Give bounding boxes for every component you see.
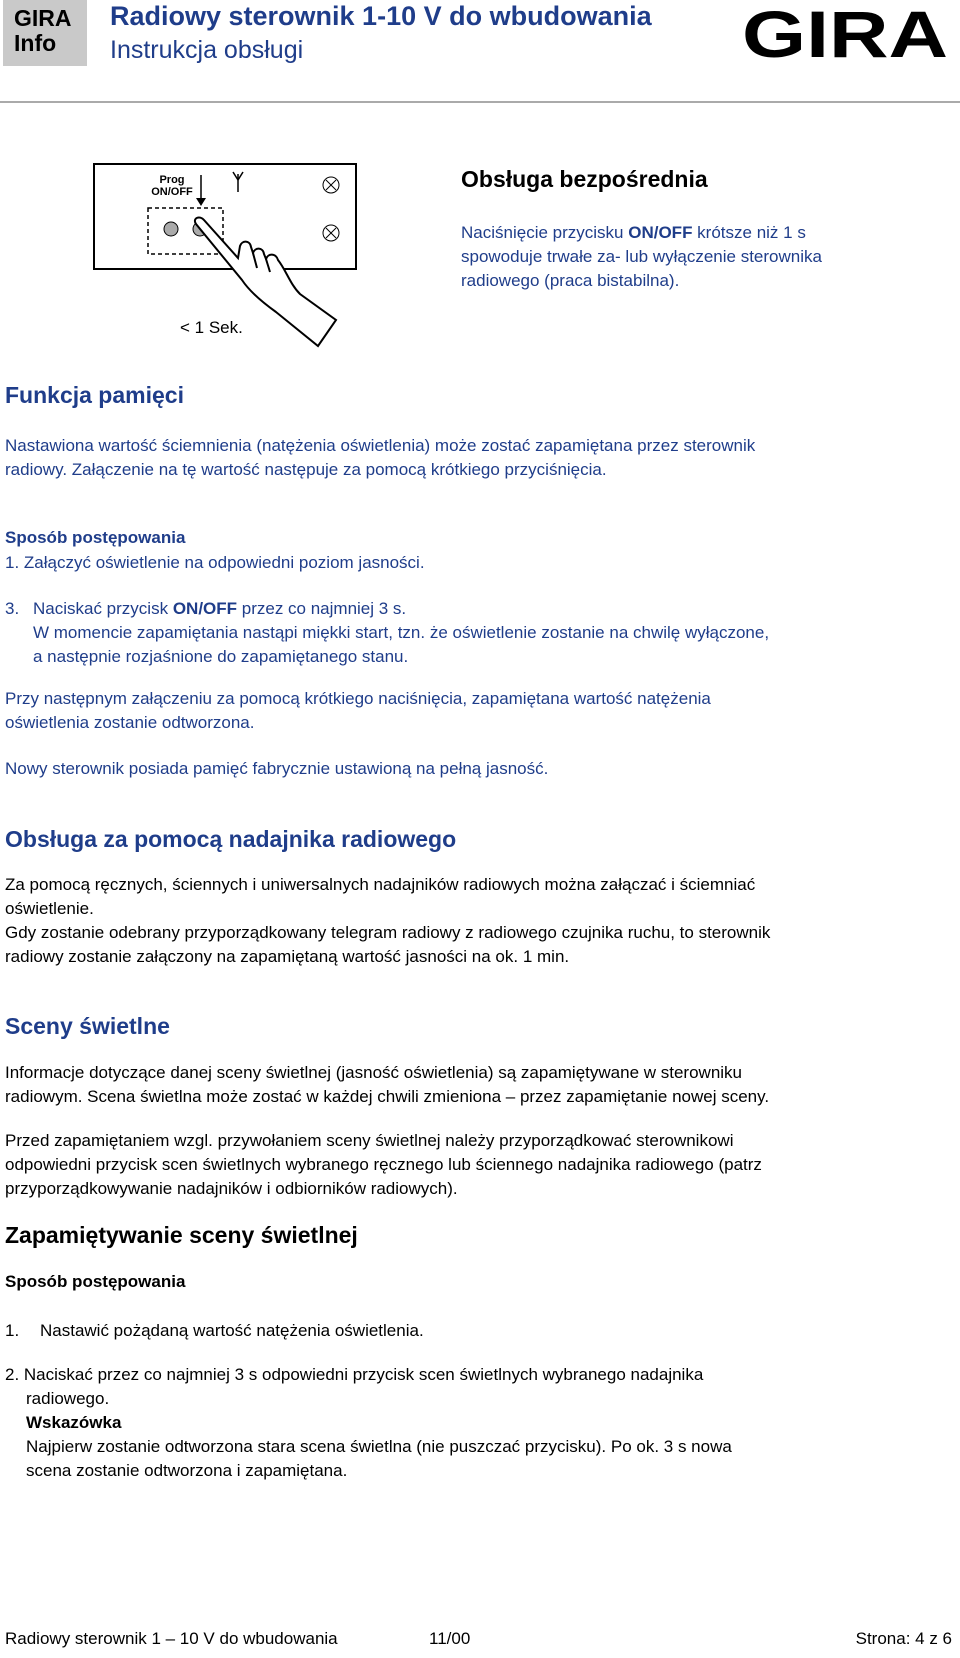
paragraph-line: spowoduje trwałe za- lub wyłączenie sterownika bbox=[461, 247, 822, 266]
procedure-heading: Sposób postępowania bbox=[5, 528, 186, 547]
paragraph-line: radiowego. bbox=[26, 1389, 110, 1408]
memory-paragraph-3: Nowy sterownik posiada pamięć fabrycznie ustawioną na pełną jasność. bbox=[5, 759, 549, 778]
paragraph-line: Przy następnym załączeniu za pomocą krótkiego naciśnięcia, zapamiętana wartość natężenia bbox=[5, 689, 711, 708]
paragraph-line: 2. Naciskać przez co najmniej 3 s odpowiedni przycisk scen świetlnych wybranego nadajnika bbox=[5, 1365, 704, 1384]
heading-direct-operation: Obsługa bezpośrednia bbox=[461, 166, 708, 192]
paragraph-line: Naciskać przycisk ON/OFF przez co najmniej 3 s. bbox=[33, 599, 407, 618]
gira-logo bbox=[742, 2, 952, 69]
press-duration-label: < 1 Sek. bbox=[180, 318, 243, 337]
gira-info-badge bbox=[3, 0, 87, 66]
memory-paragraph-1 bbox=[5, 434, 755, 482]
scenes-paragraph-2 bbox=[5, 1129, 762, 1201]
procedure-step-1: 1. Załączyć oświetlenie na odpowiedni poziom jasności. bbox=[5, 553, 425, 572]
paragraph-line: Nastawiona wartość ściemnienia (natężenia oświetlenia) może zostać zapamiętana przez sterownik bbox=[5, 436, 756, 455]
scene-step-2 bbox=[5, 1363, 732, 1483]
procedure-step-3 bbox=[33, 597, 769, 669]
paragraph-line: oświetlenia zostanie odtworzona. bbox=[5, 713, 255, 732]
paragraph-line: radiowego (praca bistabilna). bbox=[461, 271, 680, 290]
paragraph-line: Informacje dotyczące danej sceny świetlnej (jasność oświetlenia) są zapamiętywane w sterowniku bbox=[5, 1063, 743, 1082]
paragraph-line: Gdy zostanie odebrany przyporządkowany telegram radiowy z radiowego czujnika ruchu, to sterownik bbox=[5, 923, 771, 942]
header-divider bbox=[0, 101, 960, 103]
paragraph-line: W momencie zapamiętania nastąpi miękki start, tzn. że oświetlenie zostanie na chwilę wyłączone, bbox=[33, 623, 770, 642]
footer-product-name: Radiowy sterownik 1 – 10 V do wbudowania bbox=[5, 1629, 338, 1648]
scene-step-1-number: 1. bbox=[5, 1321, 20, 1340]
paragraph-line: Za pomocą ręcznych, ściennych i uniwersalnych nadajników radiowych można załączać i ściemniać bbox=[5, 875, 756, 894]
paragraph-line: radiowy zostanie załączony na zapamiętaną wartość jasności na ok. 1 min. bbox=[5, 947, 570, 966]
paragraph-line: scena zostanie odtworzona i zapamiętana. bbox=[26, 1461, 348, 1480]
terminal-screw-icon bbox=[323, 225, 339, 241]
scene-step-1: Nastawić pożądaną wartość natężenia oświetlenia. bbox=[40, 1321, 424, 1340]
document-title: Radiowy sterownik 1-10 V do wbudowania bbox=[110, 1, 652, 31]
footer-page-number: Strona: 4 z 6 bbox=[855, 1629, 952, 1648]
paragraph-line: odpowiedni przycisk scen świetlnych wybranego ręcznego lub ściennego nadajnika radiowego (patrz bbox=[5, 1155, 762, 1174]
heading-memory-function: Funkcja pamięci bbox=[5, 382, 184, 408]
heading-light-scenes: Sceny świetlne bbox=[5, 1013, 170, 1039]
heading-radio-transmitter-operation: Obsługa za pomocą nadajnika radiowego bbox=[5, 826, 457, 852]
terminal-screw-icon bbox=[323, 177, 339, 193]
paragraph-line: radiowy. Załączenie na tę wartość następuje za pomocą krótkiego przyciśnięcia. bbox=[5, 460, 607, 479]
procedure-step-3-number: 3. bbox=[5, 599, 20, 618]
paragraph-line: przyporządkowywanie nadajników i odbiorników radiowych). bbox=[5, 1179, 458, 1198]
scenes-paragraph-1 bbox=[5, 1061, 769, 1109]
paragraph-line: Naciśnięcie przycisku ON/OFF krótsze niż 1 s bbox=[461, 223, 806, 242]
procedure-heading: Sposób postępowania bbox=[5, 1272, 186, 1291]
footer-date: 11/00 bbox=[429, 1629, 471, 1648]
badge-line-2: Info bbox=[14, 30, 57, 56]
badge-line-1: GIRA bbox=[14, 5, 72, 31]
heading-store-light-scene: Zapamiętywanie sceny świetlnej bbox=[5, 1222, 358, 1248]
memory-paragraph-2 bbox=[5, 687, 711, 735]
prog-label: Prog bbox=[159, 174, 185, 186]
onoff-label: ON/OFF bbox=[151, 186, 193, 198]
paragraph-line: a następnie rozjaśnione do zapamiętanego stanu. bbox=[33, 647, 409, 666]
hint-heading: Wskazówka bbox=[26, 1413, 122, 1432]
transmitter-paragraph bbox=[5, 873, 770, 969]
paragraph-line: oświetlenie. bbox=[5, 899, 94, 918]
logo-text: GIRA bbox=[742, 2, 948, 64]
paragraph-line: Przed zapamiętaniem wzgl. przywołaniem sceny świetlnej należy przyporządkować sterownikowi bbox=[5, 1131, 734, 1150]
document-subtitle: Instrukcja obsługi bbox=[110, 36, 304, 64]
paragraph-line: radiowym. Scena świetlna może zostać w każdej chwili zmieniona – przez zapamiętanie nowej sceny. bbox=[5, 1087, 770, 1106]
direct-operation-paragraph bbox=[461, 221, 822, 293]
paragraph-line: Najpierw zostanie odtworzona stara scena świetlna (nie puszczać przycisku). Po ok. 3 s nowa bbox=[26, 1437, 732, 1456]
